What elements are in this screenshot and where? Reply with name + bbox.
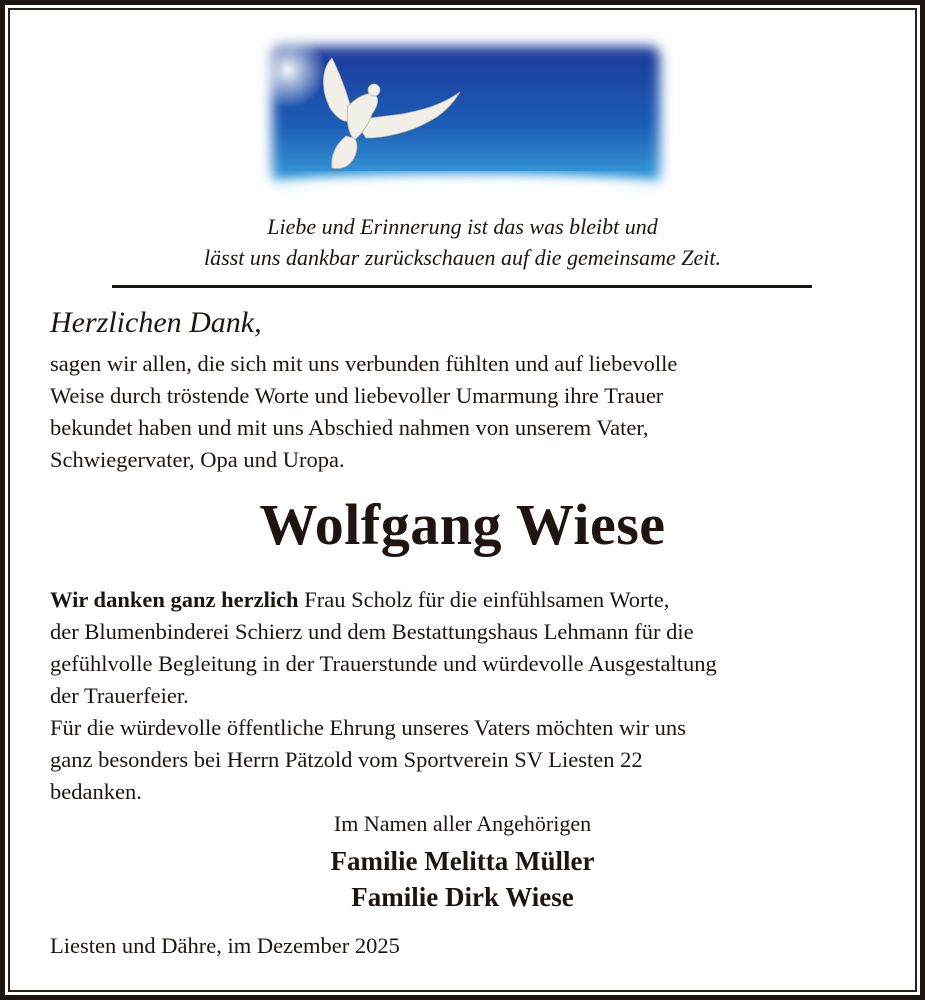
motto-line-1: Liebe und Erinnerung ist das was bleibt und	[267, 214, 658, 239]
acknowledgement-line: gefühlvolle Begleitung in der Trauerstunde und würdevolle Ausgestaltung	[50, 651, 717, 676]
acknowledgement-line: ganz besonders bei Herrn Pätzold vom Sportverein SV Liesten 22	[50, 747, 643, 772]
dove-in-sky-image	[250, 28, 680, 198]
thanks-heading: Herzlichen Dank,	[50, 306, 262, 339]
signature-family-1: Familie Melitta Müller	[330, 846, 595, 876]
thanks-line: Schwiegervater, Opa und Uropa.	[50, 447, 345, 472]
thanks-paragraph	[50, 348, 880, 476]
acknowledgement-line: Für die würdevolle öffentliche Ehrung unseres Vaters möchten wir uns	[50, 715, 686, 740]
acknowledgement-line-lead	[50, 584, 880, 616]
acknowledgement-bold-lead: Wir danken ganz herzlich	[50, 587, 299, 612]
place-date: Liesten und Dähre, im Dezember 2025	[50, 933, 400, 958]
divider-rule	[112, 285, 812, 288]
deceased-name: Wolfgang Wiese	[259, 492, 666, 557]
signature-intro: Im Namen aller Angehörigen	[333, 811, 592, 836]
acknowledgements-paragraph	[50, 584, 880, 808]
motto-line-2: lässt uns dankbar zurückschauen auf die gemeinsame Zeit.	[204, 245, 721, 270]
acknowledgement-lead-rest: Frau Scholz für die einfühlsamen Worte,	[298, 587, 670, 612]
thanks-line: bekundet haben und mit uns Abschied nahmen von unserem Vater,	[50, 415, 649, 440]
acknowledgement-line: bedanken.	[50, 779, 142, 804]
acknowledgement-line: der Blumenbinderei Schierz und dem Bestattungshaus Lehmann für die	[50, 619, 694, 644]
thanks-line: Weise durch tröstende Worte und liebevoller Umarmung ihre Trauer	[50, 383, 664, 408]
signature-family-2: Familie Dirk Wiese	[351, 882, 574, 912]
thanks-line: sagen wir allen, die sich mit uns verbunden fühlten und auf liebevolle	[50, 351, 678, 376]
acknowledgement-line: der Trauerfeier.	[50, 683, 189, 708]
